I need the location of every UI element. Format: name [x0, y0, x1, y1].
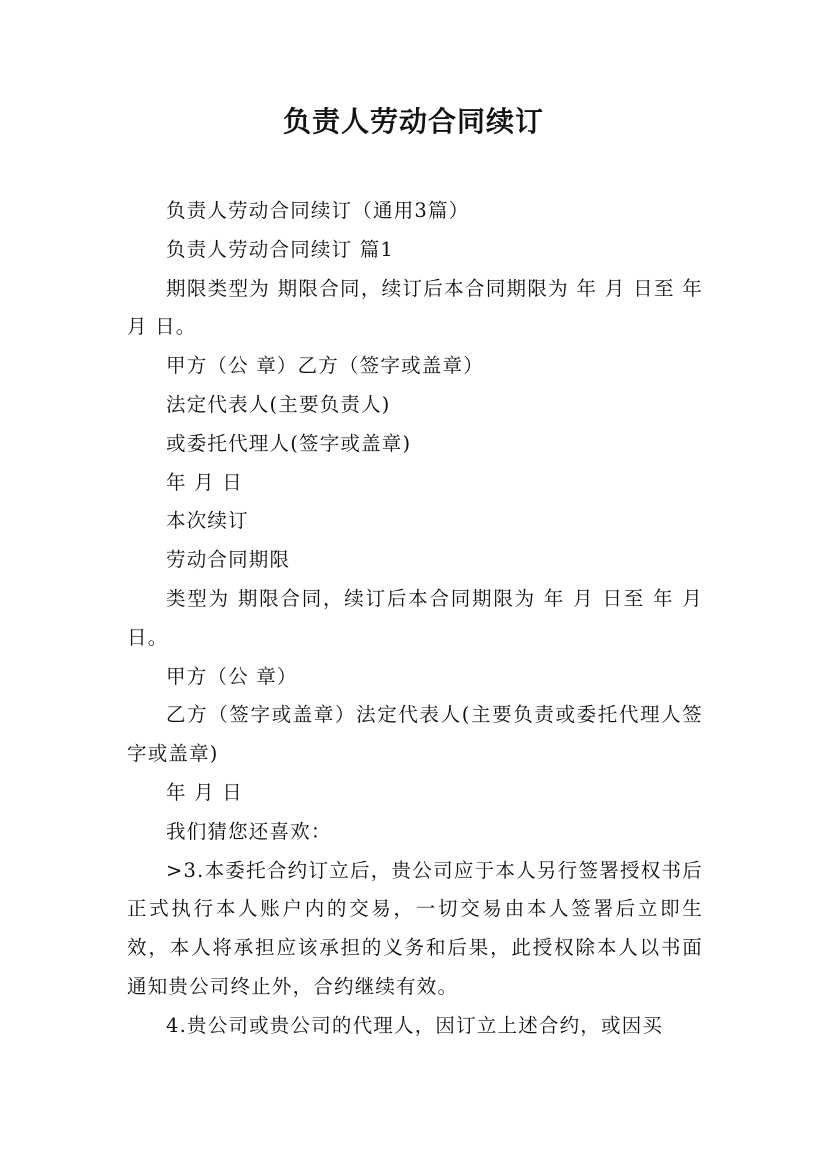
paragraph-legal-representative: 法定代表人(主要负责人)	[166, 392, 391, 416]
document-title: 负责人劳动合同续订	[282, 105, 544, 138]
paragraph-recommendations: 我们猜您还喜欢：	[166, 819, 332, 843]
paragraph-contract-duration: 劳动合同期限	[166, 548, 291, 572]
paragraph-section-title: 负责人劳动合同续订 篇1	[166, 237, 395, 261]
paragraph-date: 年 月 日	[166, 470, 243, 494]
paragraph-clause-3: >3.本委托合约订立后，贵公司应于本人另行签署授权书后正式执行本人账户内的交易，一切交易由本人签署后立即生效，本人将承担应该承担的义务和后果，此授权除本人以书面通知贵公司终止外，合约继续有效。	[127, 858, 703, 998]
paragraph-party-b: 乙方（签字或盖章）法定代表人(主要负责或委托代理人签字或盖章)	[127, 703, 703, 766]
paragraph-heading-collection: 负责人劳动合同续订（通用3篇）	[166, 199, 470, 222]
paragraph-clause-4: 4.贵公司或贵公司的代理人，因订立上述合约，或因买	[166, 1013, 664, 1037]
paragraph-parties: 甲方（公 章）乙方（签字或盖章）	[166, 354, 484, 378]
paragraph-contract-term: 期限类型为 期限合同，续订后本合同期限为 年 月 日至 年 月 日。	[127, 276, 703, 339]
paragraph-renewal-term: 类型为 期限合同，续订后本合同期限为 年 月 日至 年 月 日。	[127, 586, 703, 649]
paragraph-renewal: 本次续订	[166, 509, 249, 533]
paragraph-party-a: 甲方（公 章）	[166, 664, 298, 688]
paragraph-date-2: 年 月 日	[166, 780, 243, 804]
document-body	[127, 192, 703, 1046]
paragraph-authorized-agent: 或委托代理人(签字或盖章)	[166, 431, 412, 455]
